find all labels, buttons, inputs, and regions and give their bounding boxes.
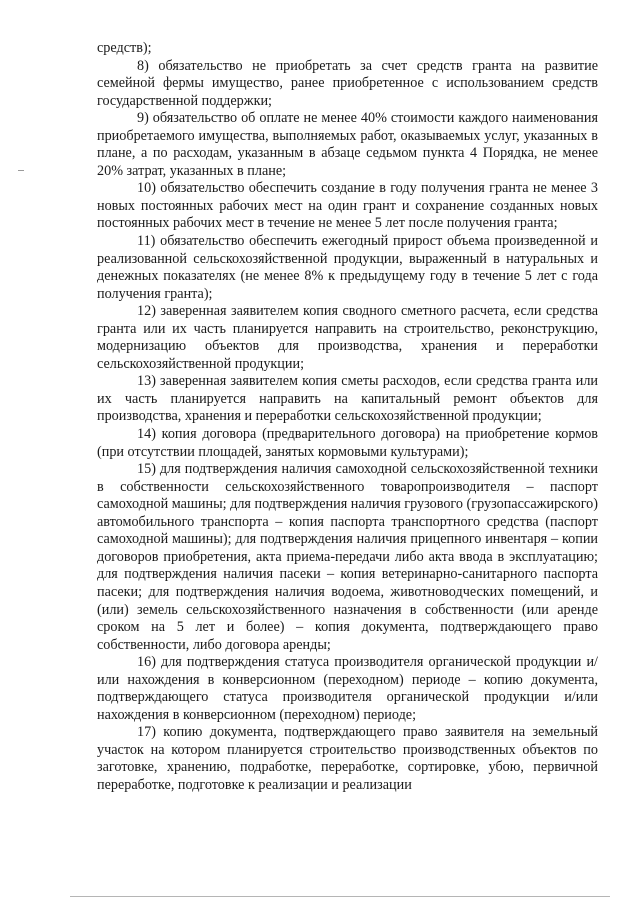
paragraph-continuation: средств); [97, 40, 152, 56]
paragraph-item-17: 17) копию документа, подтверждающего право заявителя на земельный участок на котором планируется строительство производственных объектов по заготовке, хранению, подработке, переработке, сортировке, убою, первичной переработке, подготовке к реализации и реализации [97, 724, 598, 793]
page-bottom-rule [70, 896, 610, 897]
margin-mark [18, 170, 24, 171]
paragraph-item-8: 8) обязательство не приобретать за счет средств гранта на развитие семейной фермы имущество, ранее приобретенное с использованием средств государственной поддержки; [97, 57, 598, 109]
paragraph-item-14: 14) копия договора (предварительного договора) на приобретение кормов (при отсутствии площадей, занятых кормовыми культурами); [97, 426, 598, 460]
paragraph-item-15: 15) для подтверждения наличия самоходной сельскохозяйственной техники в собственности сельскохозяйственного товаропроизводителя – паспорт самоходной машины; для подтверждения наличия грузового (грузопассажирского) автомобильного транспорта – копия паспорта транспортного средства (паспорт самоходной машины); для подтверждения наличия прицепного инвентаря – копии договоров приобретения, акта приема-передачи либо акта ввода в эксплуатацию; для подтверждения наличия пасеки – копия ветеринарно-санитарного паспорта пасеки; для подтверждения наличия водоема, животноводческих помещений, и (или) земель сельскохозяйственного назначения в собственности (или аренде сроком на 5 лет и более) – копия документа, подтверждающего право собственности, либо договора аренды; [97, 461, 598, 653]
paragraph-item-10: 10) обязательство обеспечить создание в году получения гранта не менее 3 новых постоянных рабочих мест на один грант и сохранение созданных новых постоянных рабочих мест в течение не менее 5 лет после получения гранта; [97, 180, 598, 232]
document-body [97, 40, 598, 795]
paragraph-item-11: 11) обязательство обеспечить ежегодный прирост объема произведенной и реализованной сельскохозяйственной продукции, выраженный в натуральных и денежных показателях (не менее 8% к предыдущему году в течение 5 лет с года получения гранта); [97, 233, 598, 302]
paragraph-item-9: 9) обязательство об оплате не менее 40% стоимости каждого наименования приобретаемого имущества, выполняемых работ, оказываемых услуг, указанных в плане, а по расходам, указанным в абзаце седьмом пункта 4 Порядка, не менее 20% затрат, указанных в плане; [97, 110, 598, 179]
paragraph-item-13: 13) заверенная заявителем копия сметы расходов, если средства гранта или их часть планируется направить на капитальный ремонт объектов для производства, хранения и переработки сельскохозяйственной продукции; [97, 373, 598, 425]
paragraph-item-12: 12) заверенная заявителем копия сводного сметного расчета, если средства гранта или их часть планируется направить на строительство, реконструкцию, модернизацию объектов для производства, хранения и переработки сельскохозяйственной продукции; [97, 303, 598, 372]
paragraph-item-16: 16) для подтверждения статуса производителя органической продукции и/или нахождения в конверсионном (переходном) периоде – копию документа, подтверждающего статуса производителя органической продукции и/или нахождения в конверсионном (переходном) периоде; [97, 654, 598, 723]
